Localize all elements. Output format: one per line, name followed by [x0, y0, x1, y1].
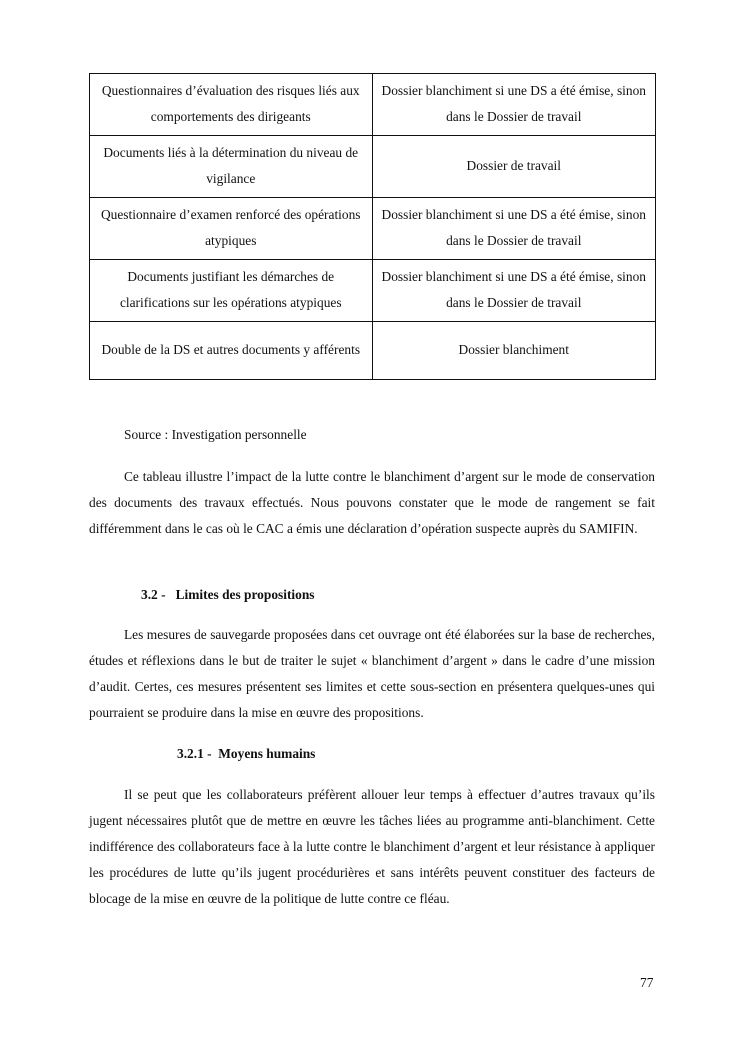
table-source: Source : Investigation personnelle: [124, 427, 307, 442]
table-cell-storage: Dossier blanchiment si une DS a été émise, sinon dans le Dossier de travail: [372, 260, 655, 322]
table-cell-document: Questionnaire d’examen renforcé des opérations atypiques: [90, 198, 373, 260]
section-title: Limites des propositions: [175, 587, 315, 602]
table-cell-document: Double de la DS et autres documents y afférents: [90, 322, 373, 380]
table-row: [90, 322, 656, 380]
table-cell-storage: Dossier blanchiment: [372, 322, 655, 380]
section-heading-3-2: [141, 585, 314, 605]
section-number: 3.2 -: [141, 587, 166, 602]
paragraph-limits-intro: Les mesures de sauvegarde proposées dans cet ouvrage ont été élaborées sur la base de recherches, études et réflexions dans le but de traiter le sujet « blanchiment d’argent » dans le cadre d’une mission d’audit. Certes, ces mesures présentent ses limites et cette sous-section en présentera quelques-unes qui pourraient se produire dans la mise en œuvre des propositions.: [89, 627, 655, 720]
table-cell-document: Questionnaires d’évaluation des risques liés aux comportements des dirigeants: [90, 74, 373, 136]
section-number: 3.2.1 -: [177, 746, 212, 761]
table-row: [90, 136, 656, 198]
paragraph-human-resources: Il se peut que les collaborateurs préfèrent allouer leur temps à effectuer d’autres travaux qu’ils jugent nécessaires plutôt que de mettre en œuvre les tâches liées au programme anti-blanchiment. Cette indifférence des collaborateurs face à la lutte contre le blanchiment d’argent et leur résistance à appliquer les procédures de lutte qu’ils jugent procédurières et sans intérêts peuvent constituer des facteurs de blocage de la mise en œuvre de la politique de lutte contre ce fléau.: [89, 787, 655, 906]
page-number: 77: [640, 975, 654, 990]
table-cell-document: Documents liés à la détermination du niveau de vigilance: [90, 136, 373, 198]
section-title: Moyens humains: [218, 746, 316, 761]
table-cell-storage: Dossier de travail: [372, 136, 655, 198]
table-row: [90, 260, 656, 322]
section-heading-3-2-1: [177, 744, 315, 764]
table-cell-storage: Dossier blanchiment si une DS a été émise, sinon dans le Dossier de travail: [372, 74, 655, 136]
paragraph-table-commentary: Ce tableau illustre l’impact de la lutte contre le blanchiment d’argent sur le mode de conservation des documents des travaux effectués. Nous pouvons constater que le mode de rangement se fait différemment dans le cas où le CAC a émis une déclaration d’opération suspecte auprès du SAMIFIN.: [89, 469, 655, 536]
table-cell-document: Documents justifiant les démarches de clarifications sur les opérations atypiques: [90, 260, 373, 322]
document-storage-table: [89, 73, 656, 380]
table-row: [90, 74, 656, 136]
table-row: [90, 198, 656, 260]
table-cell-storage: Dossier blanchiment si une DS a été émise, sinon dans le Dossier de travail: [372, 198, 655, 260]
